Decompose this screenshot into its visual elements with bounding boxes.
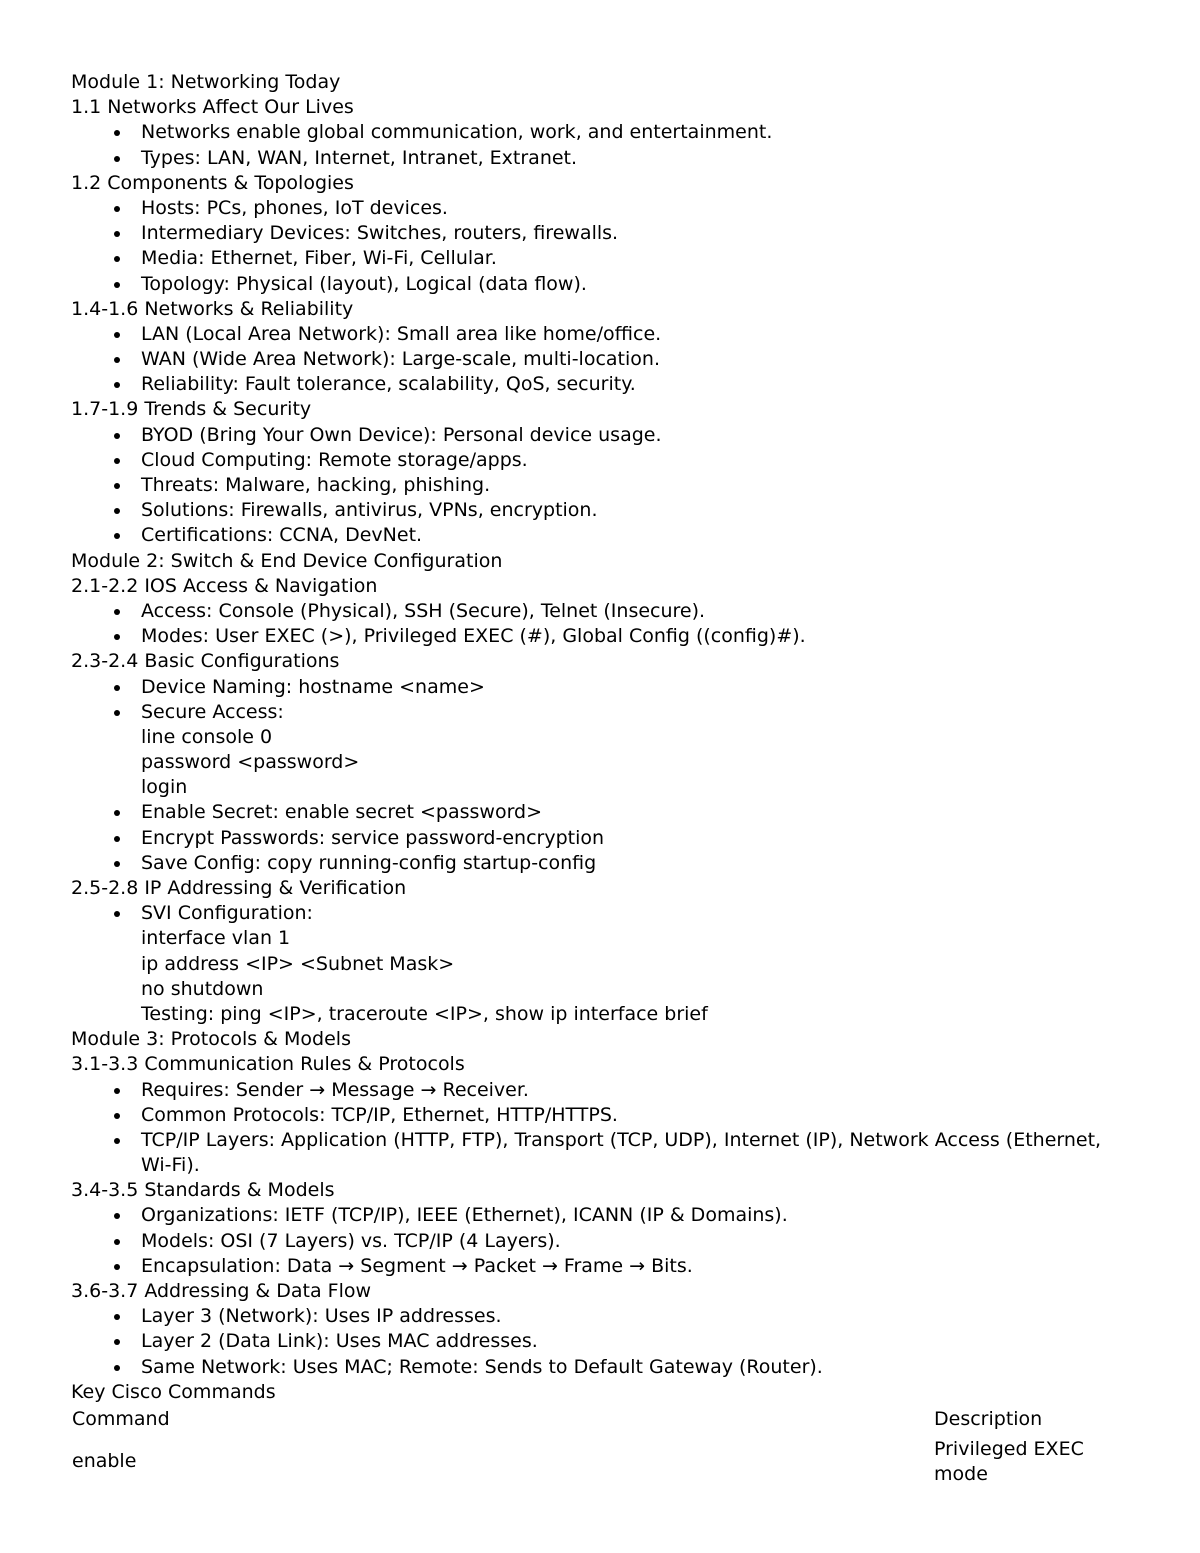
- bullet-item: Cloud Computing: Remote storage/apps.: [71, 448, 1131, 473]
- description-cell: Privileged EXEC mode: [934, 1437, 1084, 1486]
- commands-table-header: [71, 1407, 1131, 1437]
- bullet-item: LAN (Local Area Network): Small area like home/office.: [71, 322, 1131, 347]
- code-line: line console 0: [141, 725, 273, 748]
- section-heading: 1.2 Components & Topologies: [71, 171, 354, 194]
- bullet-item: Topology: Physical (layout), Logical (data flow).: [71, 272, 1131, 297]
- section-heading: Module 3: Protocols & Models: [71, 1028, 351, 1051]
- bullet-item: Layer 2 (Data Link): Uses MAC addresses.: [71, 1329, 1131, 1354]
- section-heading: 1.4-1.6 Networks & Reliability: [71, 297, 354, 320]
- bullet-item: BYOD (Bring Your Own Device): Personal device usage.: [71, 423, 1131, 448]
- bullet-item: Secure Access:: [71, 700, 1131, 725]
- section-heading: Module 1: Networking Today: [71, 71, 341, 93]
- section-heading: 2.3-2.4 Basic Configurations: [71, 650, 340, 673]
- code-line: ip address <IP> <Subnet Mask>: [141, 952, 455, 975]
- bullet-item: Layer 3 (Network): Uses IP addresses.: [71, 1304, 1131, 1329]
- section-heading: Module 2: Switch & End Device Configuration: [71, 549, 503, 572]
- document-body: [71, 70, 1131, 1517]
- command-cell: enable: [72, 1449, 137, 1472]
- section-heading: 2.1-2.2 IOS Access & Navigation: [71, 574, 378, 597]
- bullet-item: Types: LAN, WAN, Internet, Intranet, Extranet.: [71, 146, 1131, 171]
- bullet-item: Device Naming: hostname <name>: [71, 675, 1131, 700]
- section-heading: 3.6-3.7 Addressing & Data Flow: [71, 1280, 372, 1303]
- bullet-item: Access: Console (Physical), SSH (Secure), Telnet (Insecure).: [71, 599, 1131, 624]
- bullet-item: Media: Ethernet, Fiber, Wi-Fi, Cellular.: [71, 246, 1131, 271]
- code-line: no shutdown: [141, 977, 264, 1000]
- section-heading: 3.4-3.5 Standards & Models: [71, 1179, 335, 1202]
- section-heading: 2.5-2.8 IP Addressing & Verification: [71, 877, 407, 899]
- code-line: interface vlan 1: [141, 927, 291, 950]
- bullet-item: WAN (Wide Area Network): Large-scale, multi-location.: [71, 347, 1131, 372]
- code-line: password <password>: [141, 751, 360, 774]
- commands-table-row: [71, 1437, 1131, 1517]
- bullet-item: TCP/IP Layers: Application (HTTP, FTP), Transport (TCP, UDP), Internet (IP), Network Access (Ethernet, Wi-Fi).: [71, 1128, 1131, 1178]
- section-heading: Key Cisco Commands: [71, 1380, 276, 1403]
- code-line: login: [141, 776, 188, 799]
- bullet-item: Networks enable global communication, work, and entertainment.: [71, 120, 1131, 145]
- code-line: Testing: ping <IP>, traceroute <IP>, show ip interface brief: [141, 1002, 708, 1025]
- description-column-header: Description: [934, 1407, 1043, 1430]
- bullet-item: Enable Secret: enable secret <password>: [71, 800, 1131, 825]
- bullet-item: Hosts: PCs, phones, IoT devices.: [71, 196, 1131, 221]
- bullet-item: Common Protocols: TCP/IP, Ethernet, HTTP/HTTPS.: [71, 1103, 1131, 1128]
- bullet-item: Models: OSI (7 Layers) vs. TCP/IP (4 Layers).: [71, 1229, 1131, 1254]
- bullet-item: Reliability: Fault tolerance, scalability, QoS, security.: [71, 372, 1131, 397]
- bullet-item: Organizations: IETF (TCP/IP), IEEE (Ethernet), ICANN (IP & Domains).: [71, 1203, 1131, 1228]
- section-heading: 3.1-3.3 Communication Rules & Protocols: [71, 1053, 465, 1076]
- notes-content: [71, 70, 1131, 1405]
- bullet-item: Same Network: Uses MAC; Remote: Sends to Default Gateway (Router).: [71, 1355, 1131, 1380]
- bullet-item: Solutions: Firewalls, antivirus, VPNs, encryption.: [71, 498, 1131, 523]
- section-heading: 1.7-1.9 Trends & Security: [71, 398, 312, 421]
- command-column-header: Command: [72, 1407, 170, 1430]
- bullet-item: Encapsulation: Data → Segment → Packet → Frame → Bits.: [71, 1254, 1131, 1279]
- bullet-item: Requires: Sender → Message → Receiver.: [71, 1078, 1131, 1103]
- bullet-item: Threats: Malware, hacking, phishing.: [71, 473, 1131, 498]
- bullet-item: Certifications: CCNA, DevNet.: [71, 523, 1131, 548]
- bullet-item: Save Config: copy running-config startup-config: [71, 851, 1131, 876]
- bullet-item: Modes: User EXEC (>), Privileged EXEC (#), Global Config ((config)#).: [71, 624, 1131, 649]
- bullet-item: SVI Configuration:: [71, 901, 1131, 926]
- bullet-item: Intermediary Devices: Switches, routers, firewalls.: [71, 221, 1131, 246]
- bullet-item: Encrypt Passwords: service password-encryption: [71, 826, 1131, 851]
- section-heading: 1.1 Networks Affect Our Lives: [71, 96, 354, 119]
